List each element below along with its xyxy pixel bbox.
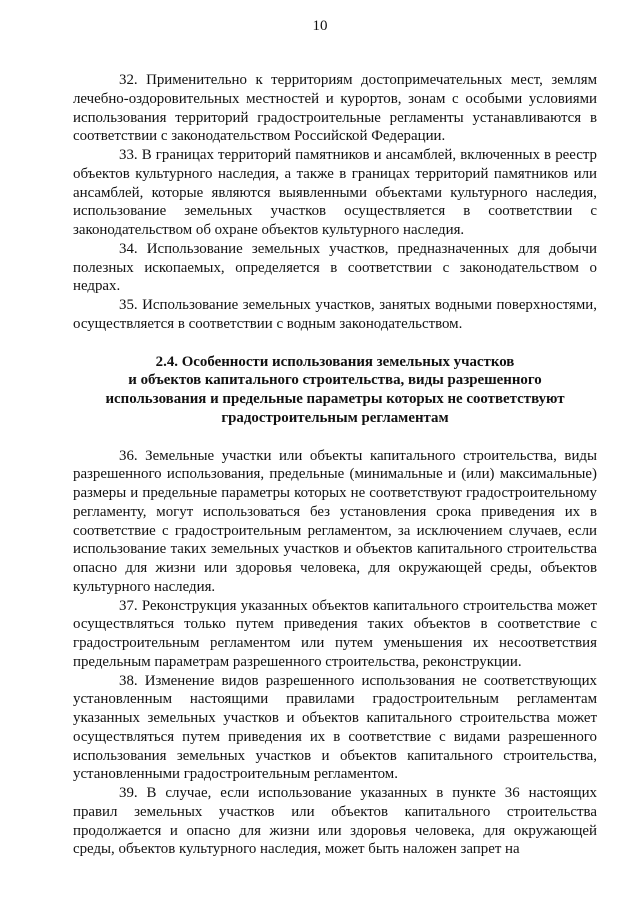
heading-line: использования и предельные параметры которых не соответствуют (105, 391, 565, 407)
paragraph-34: 34. Использование земельных участков, предназначенных для добычи полезных ископаемых, определяется в соответствии с законодательством о недрах. (73, 240, 597, 295)
section-heading-2-4 (73, 353, 597, 428)
heading-line: градостроительным регламентам (221, 409, 449, 426)
heading-line: и объектов капитального строительства, виды разрешенного (128, 372, 542, 389)
paragraph-32: 32. Применительно к территориям достопримечательных мест, землям лечебно-оздоровительных местностей и курортов, зонам с особыми условиями использования территорий градостроительные регламенты устанавливаются в соответствии с законодательством Российской Федерации. (73, 72, 597, 145)
paragraph-37: 37. Реконструкция указанных объектов капитального строительства может осуществляться только путем приведения таких объектов в соответствие с градостроительным регламентом или путем уменьшения их несоответствия предельным параметрам разрешенного строительства, реконструкции. (73, 597, 597, 670)
document-body (73, 71, 597, 859)
paragraph-35: 35. Использование земельных участков, занятых водными поверхностями, осуществляется в соответствии с водным законодательством. (73, 297, 597, 332)
paragraph-38: 38. Изменение видов разрешенного использования не соответствующих установленным настоящими правилами градостроительным регламентам указанных земельных участков и объектов капитального строительства может осуществляться путем приведения их в соответствие с видами разрешенного использования земельных участков и объектов капитального строительства, установленными градостроительным регламентом. (73, 672, 597, 783)
heading-line: 2.4. Особенности использования земельных участков (155, 353, 515, 370)
paragraph-33: 33. В границах территорий памятников и ансамблей, включенных в реестр объектов культурного наследия, а также в границах территорий памятников или ансамблей, которые являются выявленными объектами культурного наследия, использование земельных участков осуществляется в соответствии с законодательством об охране объектов культурного наследия. (73, 147, 597, 238)
paragraph-36: 36. Земельные участки или объекты капитального строительства, виды разрешенного использования, предельные (минимальные и (или) максимальные) размеры и предельные параметры которых не соответствуют градостроительному регламенту, могут использоваться без установления срока приведения их в соответствие с градостроительным регламентом, за исключением случаев, если использование таких земельных участков и объектов капитального строительства опасно для жизни или здоровья человека, для окружающей среды, объектов культурного наследия. (73, 447, 597, 595)
paragraph-39: 39. В случае, если использование указанных в пункте 36 настоящих правил земельных участков или объектов капитального строительства продолжается и опасно для жизни или здоровья человека, для окружающей среды, объектов культурного наследия, может быть наложен запрет на (73, 785, 597, 858)
page-number: 10 (312, 18, 328, 34)
